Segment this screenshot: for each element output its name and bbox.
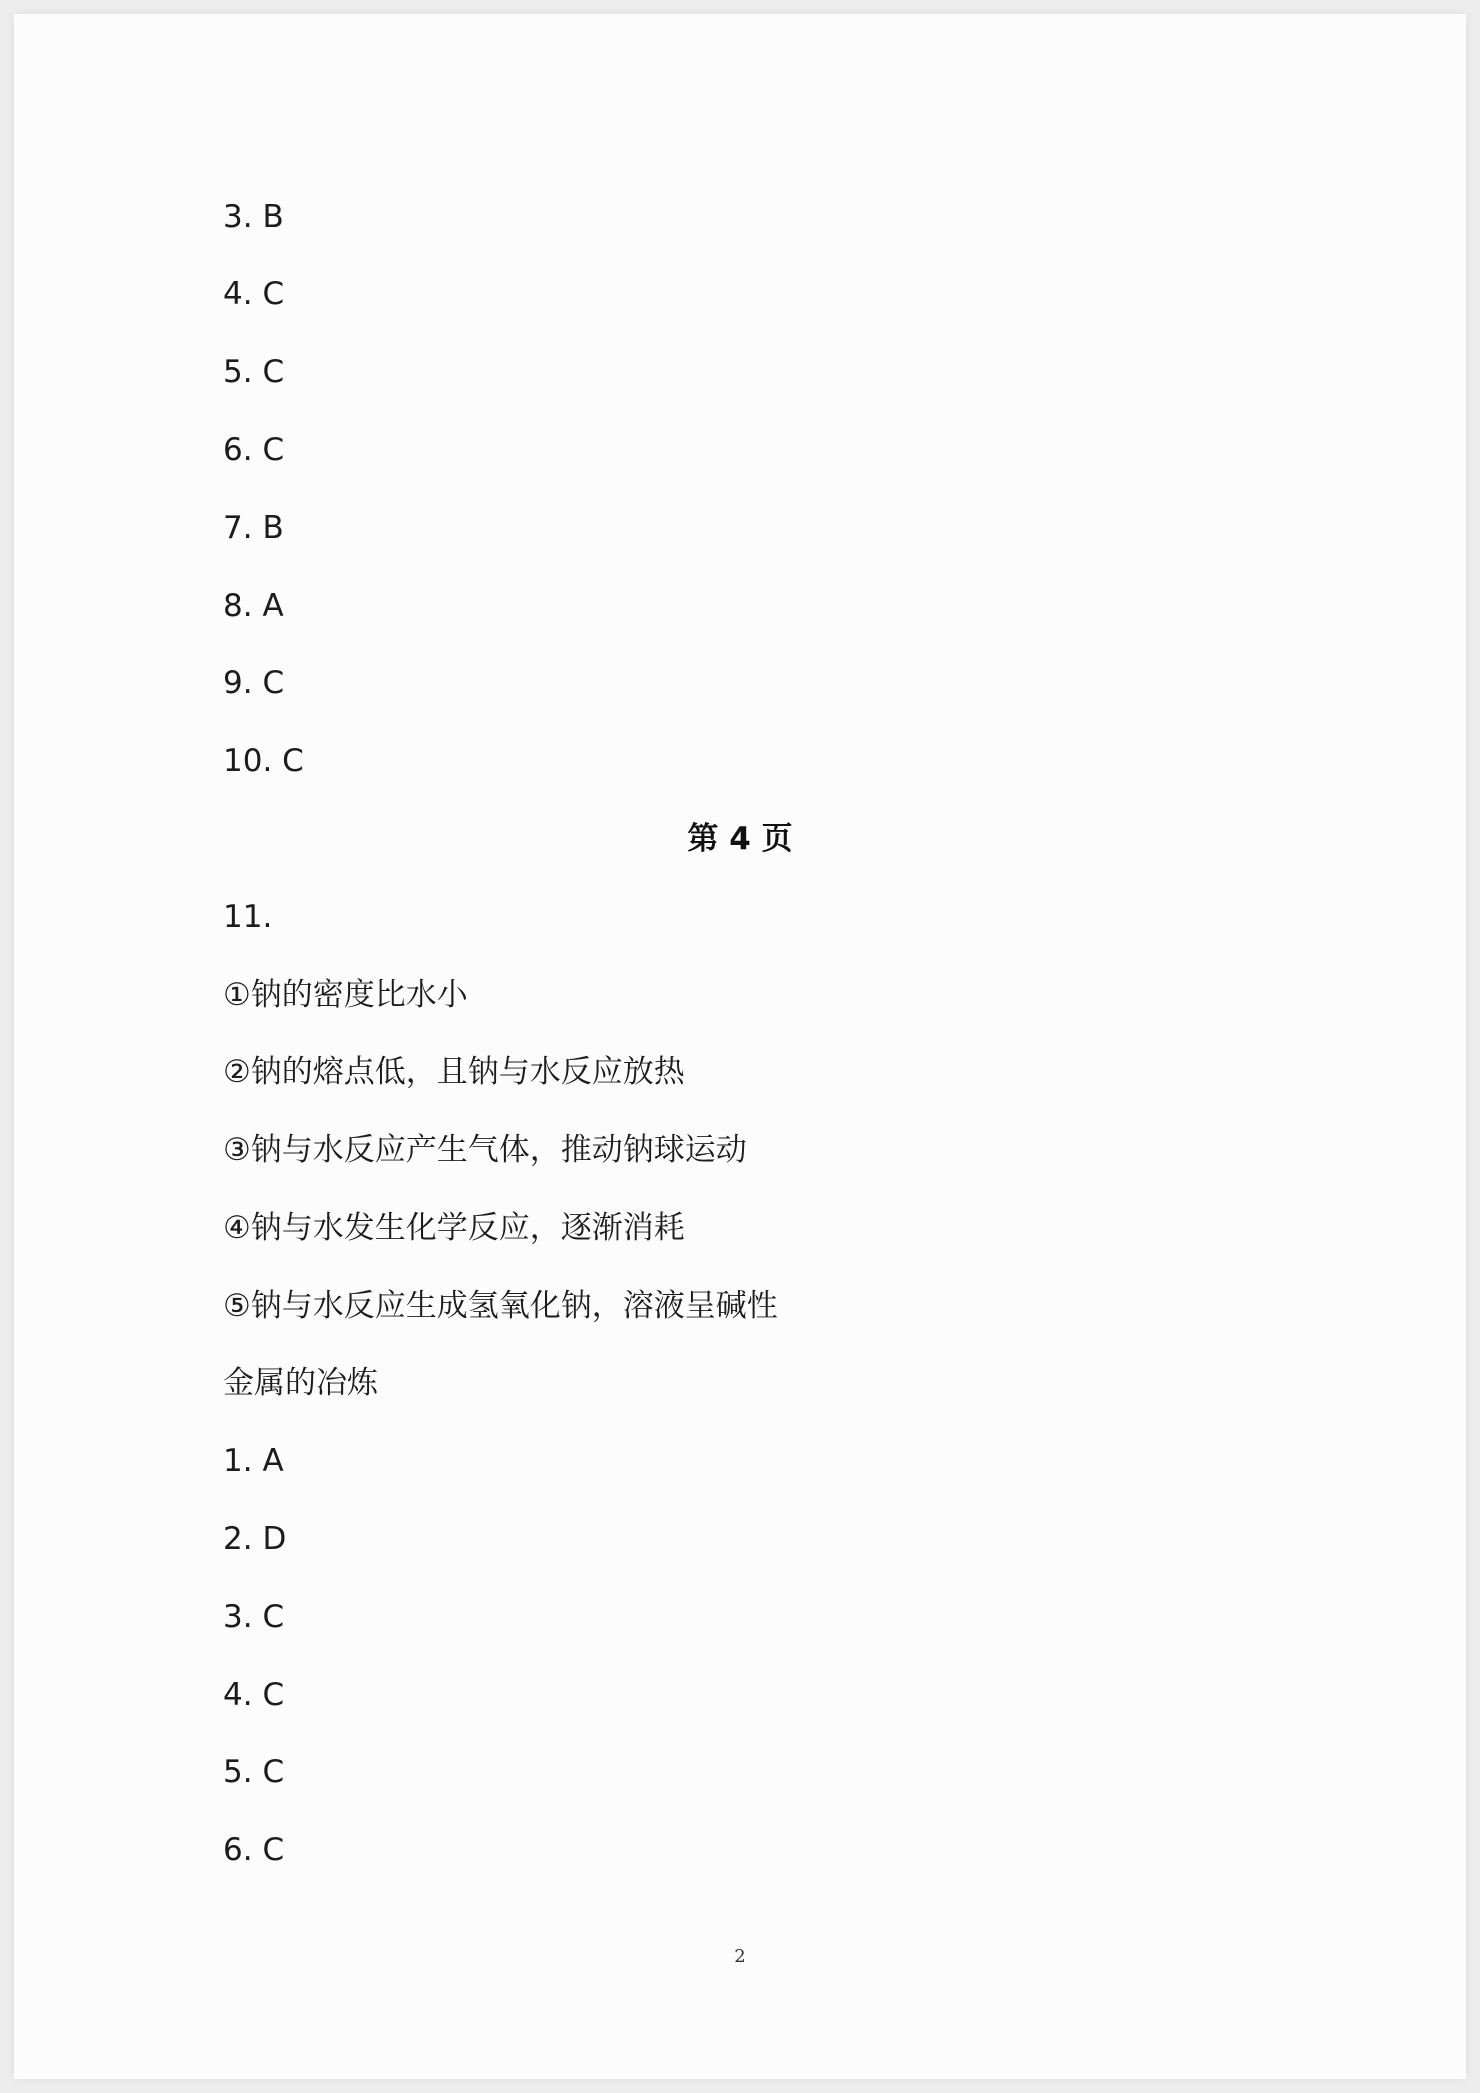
page-number: 2 (734, 1946, 746, 1967)
answer-line: 5. C (223, 354, 285, 390)
answer-line: 6. C (223, 1832, 285, 1868)
answer-line: 7. B (223, 510, 284, 546)
answer-item: ⑤钠与水反应生成氢氧化钠，溶液呈碱性 (223, 1288, 778, 1324)
question-number: 11. (223, 899, 273, 935)
answer-item: ②钠的熔点低，且钠与水反应放热 (223, 1054, 685, 1090)
answer-line: 9. C (223, 665, 285, 701)
answer-line: 2. D (223, 1521, 287, 1557)
answer-line: 5. C (223, 1754, 285, 1790)
answer-line: 4. C (223, 1677, 285, 1713)
answer-line: 4. C (223, 276, 285, 312)
answer-line: 3. C (223, 1599, 285, 1635)
answer-item: ④钠与水发生化学反应，逐渐消耗 (223, 1210, 685, 1246)
answer-line: 6. C (223, 432, 285, 468)
answer-line: 1. A (223, 1443, 284, 1479)
page-heading: 第 4 页 (687, 821, 793, 857)
section-title: 金属的冶炼 (223, 1365, 378, 1401)
answer-line: 10. C (223, 743, 304, 779)
answer-line: 8. A (223, 588, 284, 624)
answer-item: ①钠的密度比水小 (223, 977, 468, 1013)
answer-line: 3. B (223, 199, 284, 235)
answer-item: ③钠与水反应产生气体，推动钠球运动 (223, 1132, 747, 1168)
